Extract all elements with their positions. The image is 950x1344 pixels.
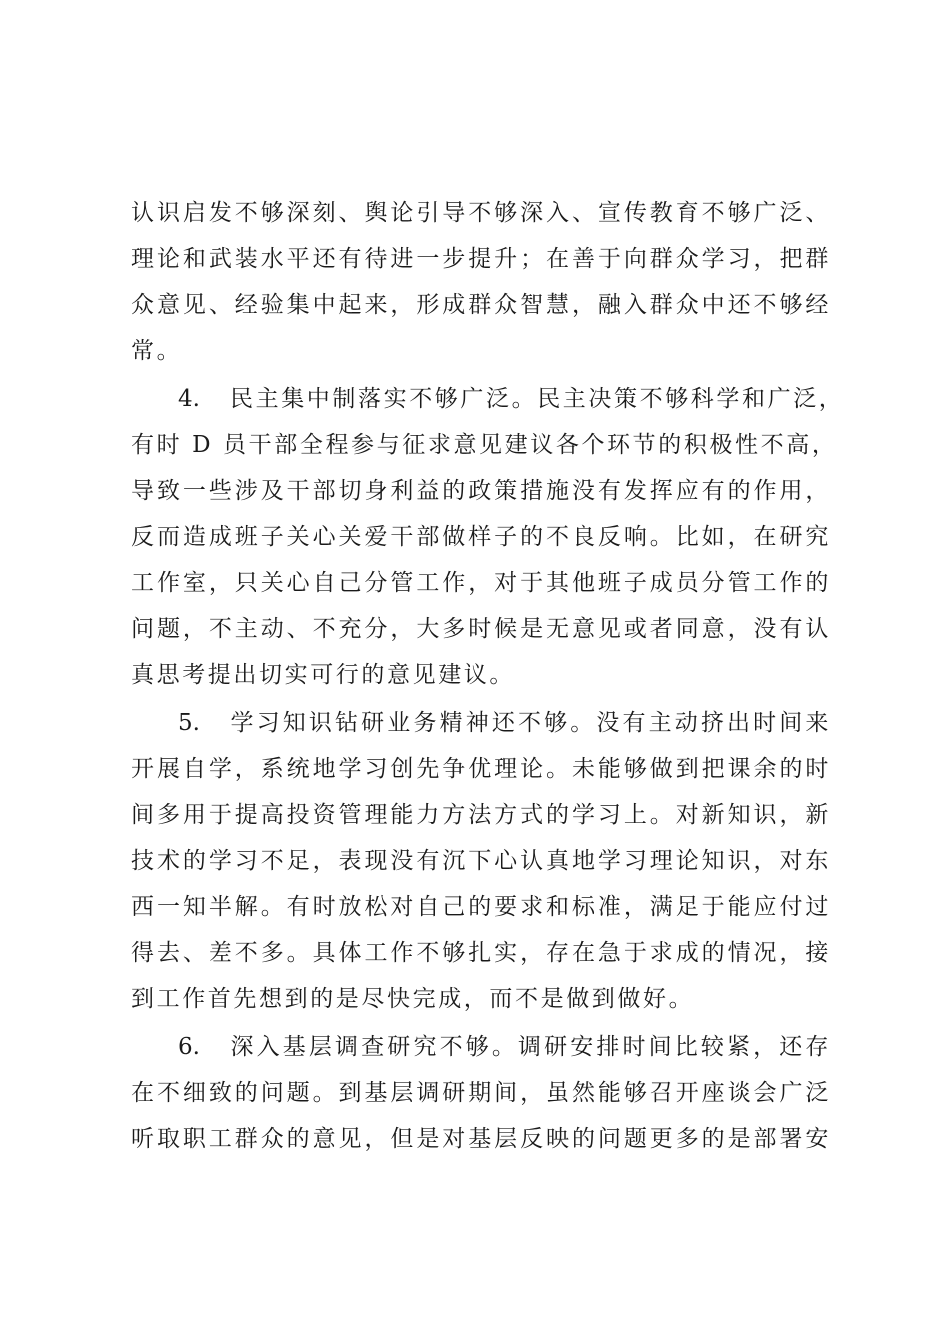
text-line: 众意见、经验集中起来，形成群众智慧，融入群众中还不够经 xyxy=(131,292,831,318)
text-line: 民主集中制落实不够广泛。民主决策不够科学和广泛， xyxy=(230,386,845,412)
list-item-4-first-line xyxy=(178,382,845,416)
text-line: 导致一些涉及干部切身利益的政策措施没有发挥应有的作用， xyxy=(131,478,831,504)
list-item-5-first-line xyxy=(178,706,831,740)
text-line: 西一知半解。有时放松对自己的要求和标准，满足于能应付过 xyxy=(131,894,831,920)
item-number: 6. xyxy=(178,1034,200,1060)
text-line: 技术的学习不足，表现没有沉下心认真地学习理论知识，对东 xyxy=(131,848,831,874)
text-line: 间多用于提高投资管理能力方法方式的学习上。对新知识，新 xyxy=(131,802,831,828)
text-line: 工作室，只关心自己分管工作，对于其他班子成员分管工作的 xyxy=(131,570,831,596)
text-line: 到工作首先想到的是尽快完成，而不是做到做好。 xyxy=(131,986,695,1012)
text-line: 问题，不主动、不充分，大多时候是无意见或者同意，没有认 xyxy=(131,616,831,642)
text-line: 听取职工群众的意见，但是对基层反映的问题更多的是部署安 xyxy=(131,1126,831,1152)
text-line: 有时 D 员干部全程参与征求意见建议各个环节的积极性不高， xyxy=(131,432,838,458)
text-line: 常。 xyxy=(131,338,183,364)
item-number: 5. xyxy=(178,710,200,736)
item-number: 4. xyxy=(178,386,200,412)
text-line: 在不细致的问题。到基层调研期间，虽然能够召开座谈会广泛 xyxy=(131,1080,831,1106)
text-line: 深入基层调查研究不够。调研安排时间比较紧，还存 xyxy=(230,1034,831,1060)
text-line: 真思考提出切实可行的意见建议。 xyxy=(131,662,515,688)
text-line: 认识启发不够深刻、舆论引导不够深入、宣传教育不够广泛、 xyxy=(131,200,831,226)
text-line: 得去、差不多。具体工作不够扎实，存在急于求成的情况，接 xyxy=(131,940,831,966)
text-line: 理论和武装水平还有待进一步提升；在善于向群众学习，把群 xyxy=(131,246,831,272)
text-line: 反而造成班子关心关爱干部做样子的不良反响。比如，在研究 xyxy=(131,524,831,550)
text-line: 学习知识钻研业务精神还不够。没有主动挤出时间来 xyxy=(230,710,831,736)
text-line: 开展自学，系统地学习创先争优理论。未能够做到把课余的时 xyxy=(131,756,831,782)
list-item-6-first-line xyxy=(178,1030,831,1064)
